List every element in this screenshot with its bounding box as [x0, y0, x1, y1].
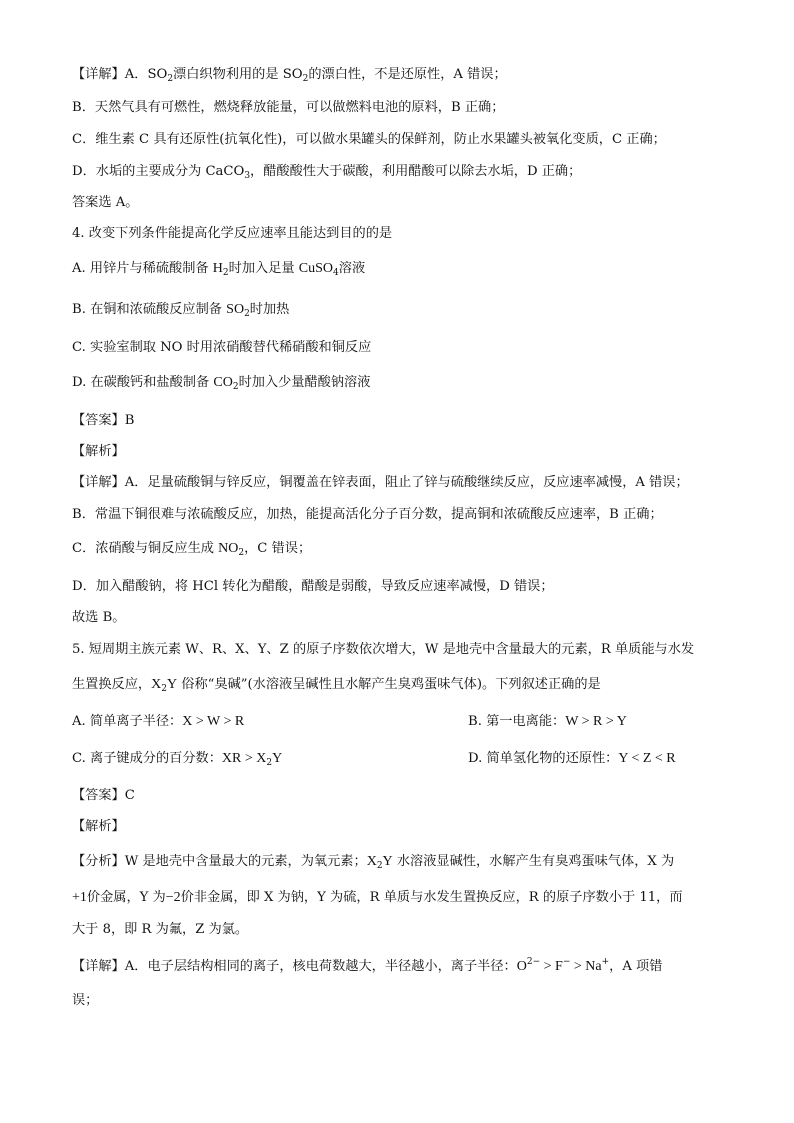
- explanation-4a: 【详解】A．足量硫酸铜与锌反应，铜覆盖在锌表面，阻止了锌与硫酸继续反应，反应速率减慢，A 错误；: [72, 475, 689, 490]
- question-5-option-b: B. 第一电离能：W > R > Y: [468, 714, 627, 729]
- explanation-3d: D．水垢的主要成分为 CaCO$_3$，醋酸酸性大于碳酸，利用醋酸可以除去水垢，D 正确；: [72, 164, 582, 181]
- analysis-5c: 大于 8，即 R 为氟，Z 为氯。: [72, 922, 249, 937]
- analysis-heading-5: 【解析】: [72, 819, 125, 834]
- question-4-option-b: B. 在铜和浓硫酸反应制备 $SO_2$时加热: [72, 302, 290, 319]
- question-4-option-c: C. 实验室制取 NO 时用浓硝酸替代稀硝酸和铜反应: [72, 340, 372, 355]
- question-5-options-row-1: [72, 713, 627, 731]
- question-5-option-d: D. 简单氢化物的还原性：Y < Z < R: [468, 751, 676, 766]
- question-5-options-row-2: [72, 750, 676, 768]
- question-5-option-a: A. 简单离子半径：X > W > R: [72, 714, 245, 729]
- question-5-stem-2: 生置换反应，$X_2Y$ 俗称“臭碱”(水溶液呈碱性且水解产生臭鸡蛋味气体)。下列叙述正确的是: [72, 677, 601, 694]
- analysis-5a: 【分析】W 是地壳中含量最大的元素，为氧元素；$X_2Y$ 水溶液显碱性，水解产生有臭鸡蛋味气体，X 为: [72, 854, 675, 871]
- question-5-option-c: C. 离子键成分的百分数：XR > $X_2Y$: [72, 751, 283, 768]
- analysis-heading-4: 【解析】: [72, 444, 125, 459]
- answer-choice-3: 答案选 A。: [72, 195, 139, 210]
- explanation-5b: 误；: [72, 993, 99, 1008]
- conclusion-4: 故选 B。: [72, 610, 126, 625]
- answer-5: 【答案】C: [72, 788, 135, 803]
- explanation-4b: B．常温下铜很难与浓硫酸反应，加热，能提高活化分子百分数，提高铜和浓硫酸反应速率，B 正确；: [72, 507, 663, 522]
- question-4-option-a: A. 用锌片与稀硫酸制备 $H_2$时加入足量 CuSO$_4$溶液: [72, 261, 366, 278]
- explanation-5a: 【详解】A．电子层结构相同的离子，核电荷数越大，半径越小，离子半径：$O^{2-} > F^- > Na^+$，A 项错: [72, 957, 663, 974]
- analysis-5b: +1价金属，Y 为−2价非金属，即 X 为钠，Y 为硫，R 单质与水发生置换反应，R 的原子序数小于 11，而: [72, 890, 683, 905]
- question-4-option-d: D. 在碳酸钙和盐酸制备 $CO_2$时加入少量醋酸钠溶液: [72, 375, 371, 392]
- answer-4: 【答案】B: [72, 413, 135, 428]
- explanation-3c: C．维生素 C 具有还原性(抗氧化性)，可以做水果罐头的保鲜剂，防止水果罐头被氧化变质，C 正确；: [72, 132, 666, 147]
- explanation-3a: 【详解】A．$SO_2$漂白织物利用的是 $SO_2$的漂白性，不是还原性，A 错误；: [72, 67, 507, 84]
- question-4-stem: 4. 改变下列条件能提高化学反应速率且能达到目的的是: [72, 226, 393, 241]
- explanation-4d: D．加入醋酸钠，将 HCl 转化为醋酸，醋酸是弱酸，导致反应速率减慢，D 错误；: [72, 579, 554, 594]
- explanation-4c: C．浓硝酸与铜反应生成 $NO_2$，C 错误；: [72, 541, 312, 558]
- question-5-stem-1: 5. 短周期主族元素 W、R、X、Y、Z 的原子序数依次增大，W 是地壳中含量最大的元素，R 单质能与水发: [72, 642, 695, 657]
- explanation-3b: B．天然气具有可燃性，燃烧释放能量，可以做燃料电池的原料，B 正确；: [72, 100, 505, 115]
